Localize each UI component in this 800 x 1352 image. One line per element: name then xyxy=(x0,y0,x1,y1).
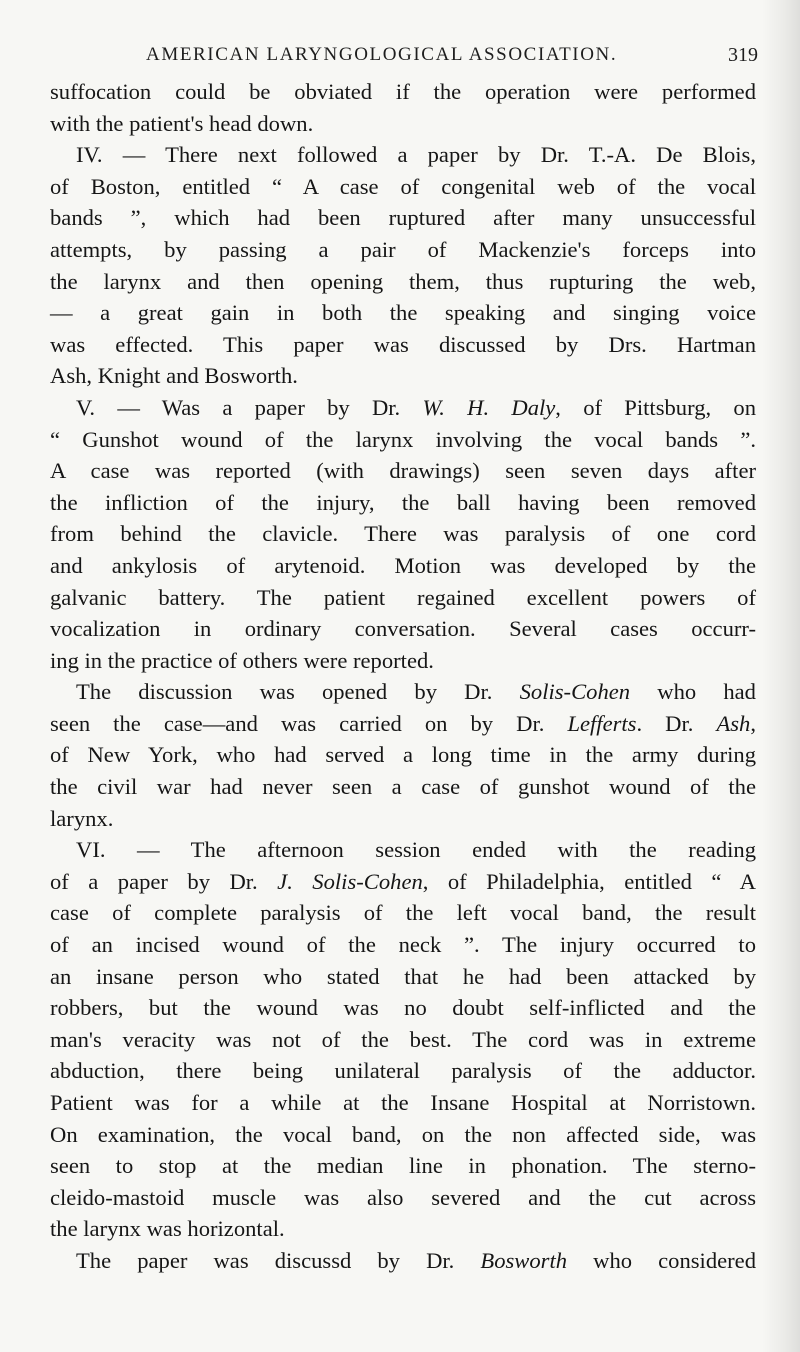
author-name: J. Solis-Cohen xyxy=(277,868,423,894)
text-line: the larynx was horizontal. xyxy=(50,1216,285,1242)
page-edge-shadow xyxy=(762,0,800,1352)
text-line xyxy=(50,1245,756,1277)
text-line: suffocation could be obviated if the operation were performed xyxy=(50,79,756,104)
text-line: the infliction of the injury, the ball having been removed xyxy=(50,489,756,515)
text-line: of an incised wound of the neck ”. The injury occurred to xyxy=(50,932,756,958)
text-line: man's veracity was not of the best. The cord was in extreme xyxy=(50,1026,756,1052)
text-line: of New York, who had served a long time in the army during xyxy=(50,742,756,768)
text-run: The discussion was opened by Dr. xyxy=(76,679,520,705)
text-line: Ash, Knight and Bosworth. xyxy=(50,363,298,389)
text-line: attempts, by passing a pair of Mackenzie's forceps into xyxy=(50,236,756,262)
author-name: Lefferts xyxy=(567,710,637,736)
text-line: of Boston, entitled “ A case of congenital web of the vocal xyxy=(50,173,756,199)
text-run: who had xyxy=(630,679,756,705)
text-run: seen the case—and was carried on by Dr. xyxy=(50,710,568,736)
text-line: larynx. xyxy=(50,805,114,831)
text-line: — a great gain in both the speaking and singing voice xyxy=(50,300,756,326)
text-line: A case was reported (with drawings) seen seven days after xyxy=(50,458,756,484)
author-name: W. H. Daly xyxy=(422,394,556,420)
text-line: galvanic battery. The patient regained excellent powers of xyxy=(50,584,756,610)
text-line xyxy=(50,866,756,898)
text-line: was effected. This paper was discussed by Drs. Hartman xyxy=(50,331,756,357)
text-line: from behind the clavicle. There was paralysis of one cord xyxy=(50,521,756,547)
body-text xyxy=(50,76,756,1277)
author-name: Ash xyxy=(716,710,751,736)
author-name: Bosworth xyxy=(480,1247,568,1273)
text-line: bands ”, which had been ruptured after many unsuccessful xyxy=(50,205,756,231)
text-run: V. — Was a paper by Dr. xyxy=(76,394,423,420)
text-run: , of Philadelphia, entitled “ A xyxy=(422,868,756,894)
text-line xyxy=(50,676,756,708)
text-run: , xyxy=(750,710,756,736)
text-line: the larynx and then opening them, thus rupturing the web, xyxy=(50,268,756,294)
text-line xyxy=(50,708,756,740)
text-line: with the patient's head down. xyxy=(50,110,314,136)
text-line: seen to stop at the median line in phonation. The sterno- xyxy=(50,1153,756,1179)
text-line: an insane person who stated that he had been attacked by xyxy=(50,963,756,989)
text-line: robbers, but the wound was no doubt self-inflicted and the xyxy=(50,995,756,1021)
text-line xyxy=(50,392,756,424)
text-line: abduction, there being unilateral paralysis of the adductor. xyxy=(50,1058,756,1084)
text-run: , of Pittsburg, on xyxy=(555,394,757,420)
text-run: . Dr. xyxy=(636,710,717,736)
text-line: and ankylosis of arytenoid. Motion was developed by the xyxy=(50,552,756,578)
text-line: Patient was for a while at the Insane Hospital at Norristown. xyxy=(50,1090,756,1115)
text-line: cleido-mastoid muscle was also severed and the cut across xyxy=(50,1184,756,1210)
text-run: who considered xyxy=(567,1247,756,1273)
text-line: vocalization in ordinary conversation. Several cases occurr- xyxy=(50,616,756,642)
text-run: The paper was discussd by Dr. xyxy=(76,1247,481,1273)
text-line: IV. — There next followed a paper by Dr. T.-A. De Blois, xyxy=(76,142,756,168)
text-line: VI. — The afternoon session ended with the reading xyxy=(76,837,756,863)
text-line: the civil war had never seen a case of gunshot wound of the xyxy=(50,774,756,800)
page-number: 319 xyxy=(728,44,758,66)
text-run: of a paper by Dr. xyxy=(50,868,278,894)
text-line: ing in the practice of others were reported. xyxy=(50,647,434,673)
text-line: case of complete paralysis of the left vocal band, the result xyxy=(50,900,756,926)
running-head xyxy=(146,40,758,70)
text-line: On examination, the vocal band, on the non affected side, was xyxy=(50,1121,756,1147)
author-name: Solis-Cohen xyxy=(519,679,631,705)
text-line: “ Gunshot wound of the larynx involving the vocal bands ”. xyxy=(50,426,756,452)
running-title: AMERICAN LARYNGOLOGICAL ASSOCIATION. xyxy=(146,44,618,65)
